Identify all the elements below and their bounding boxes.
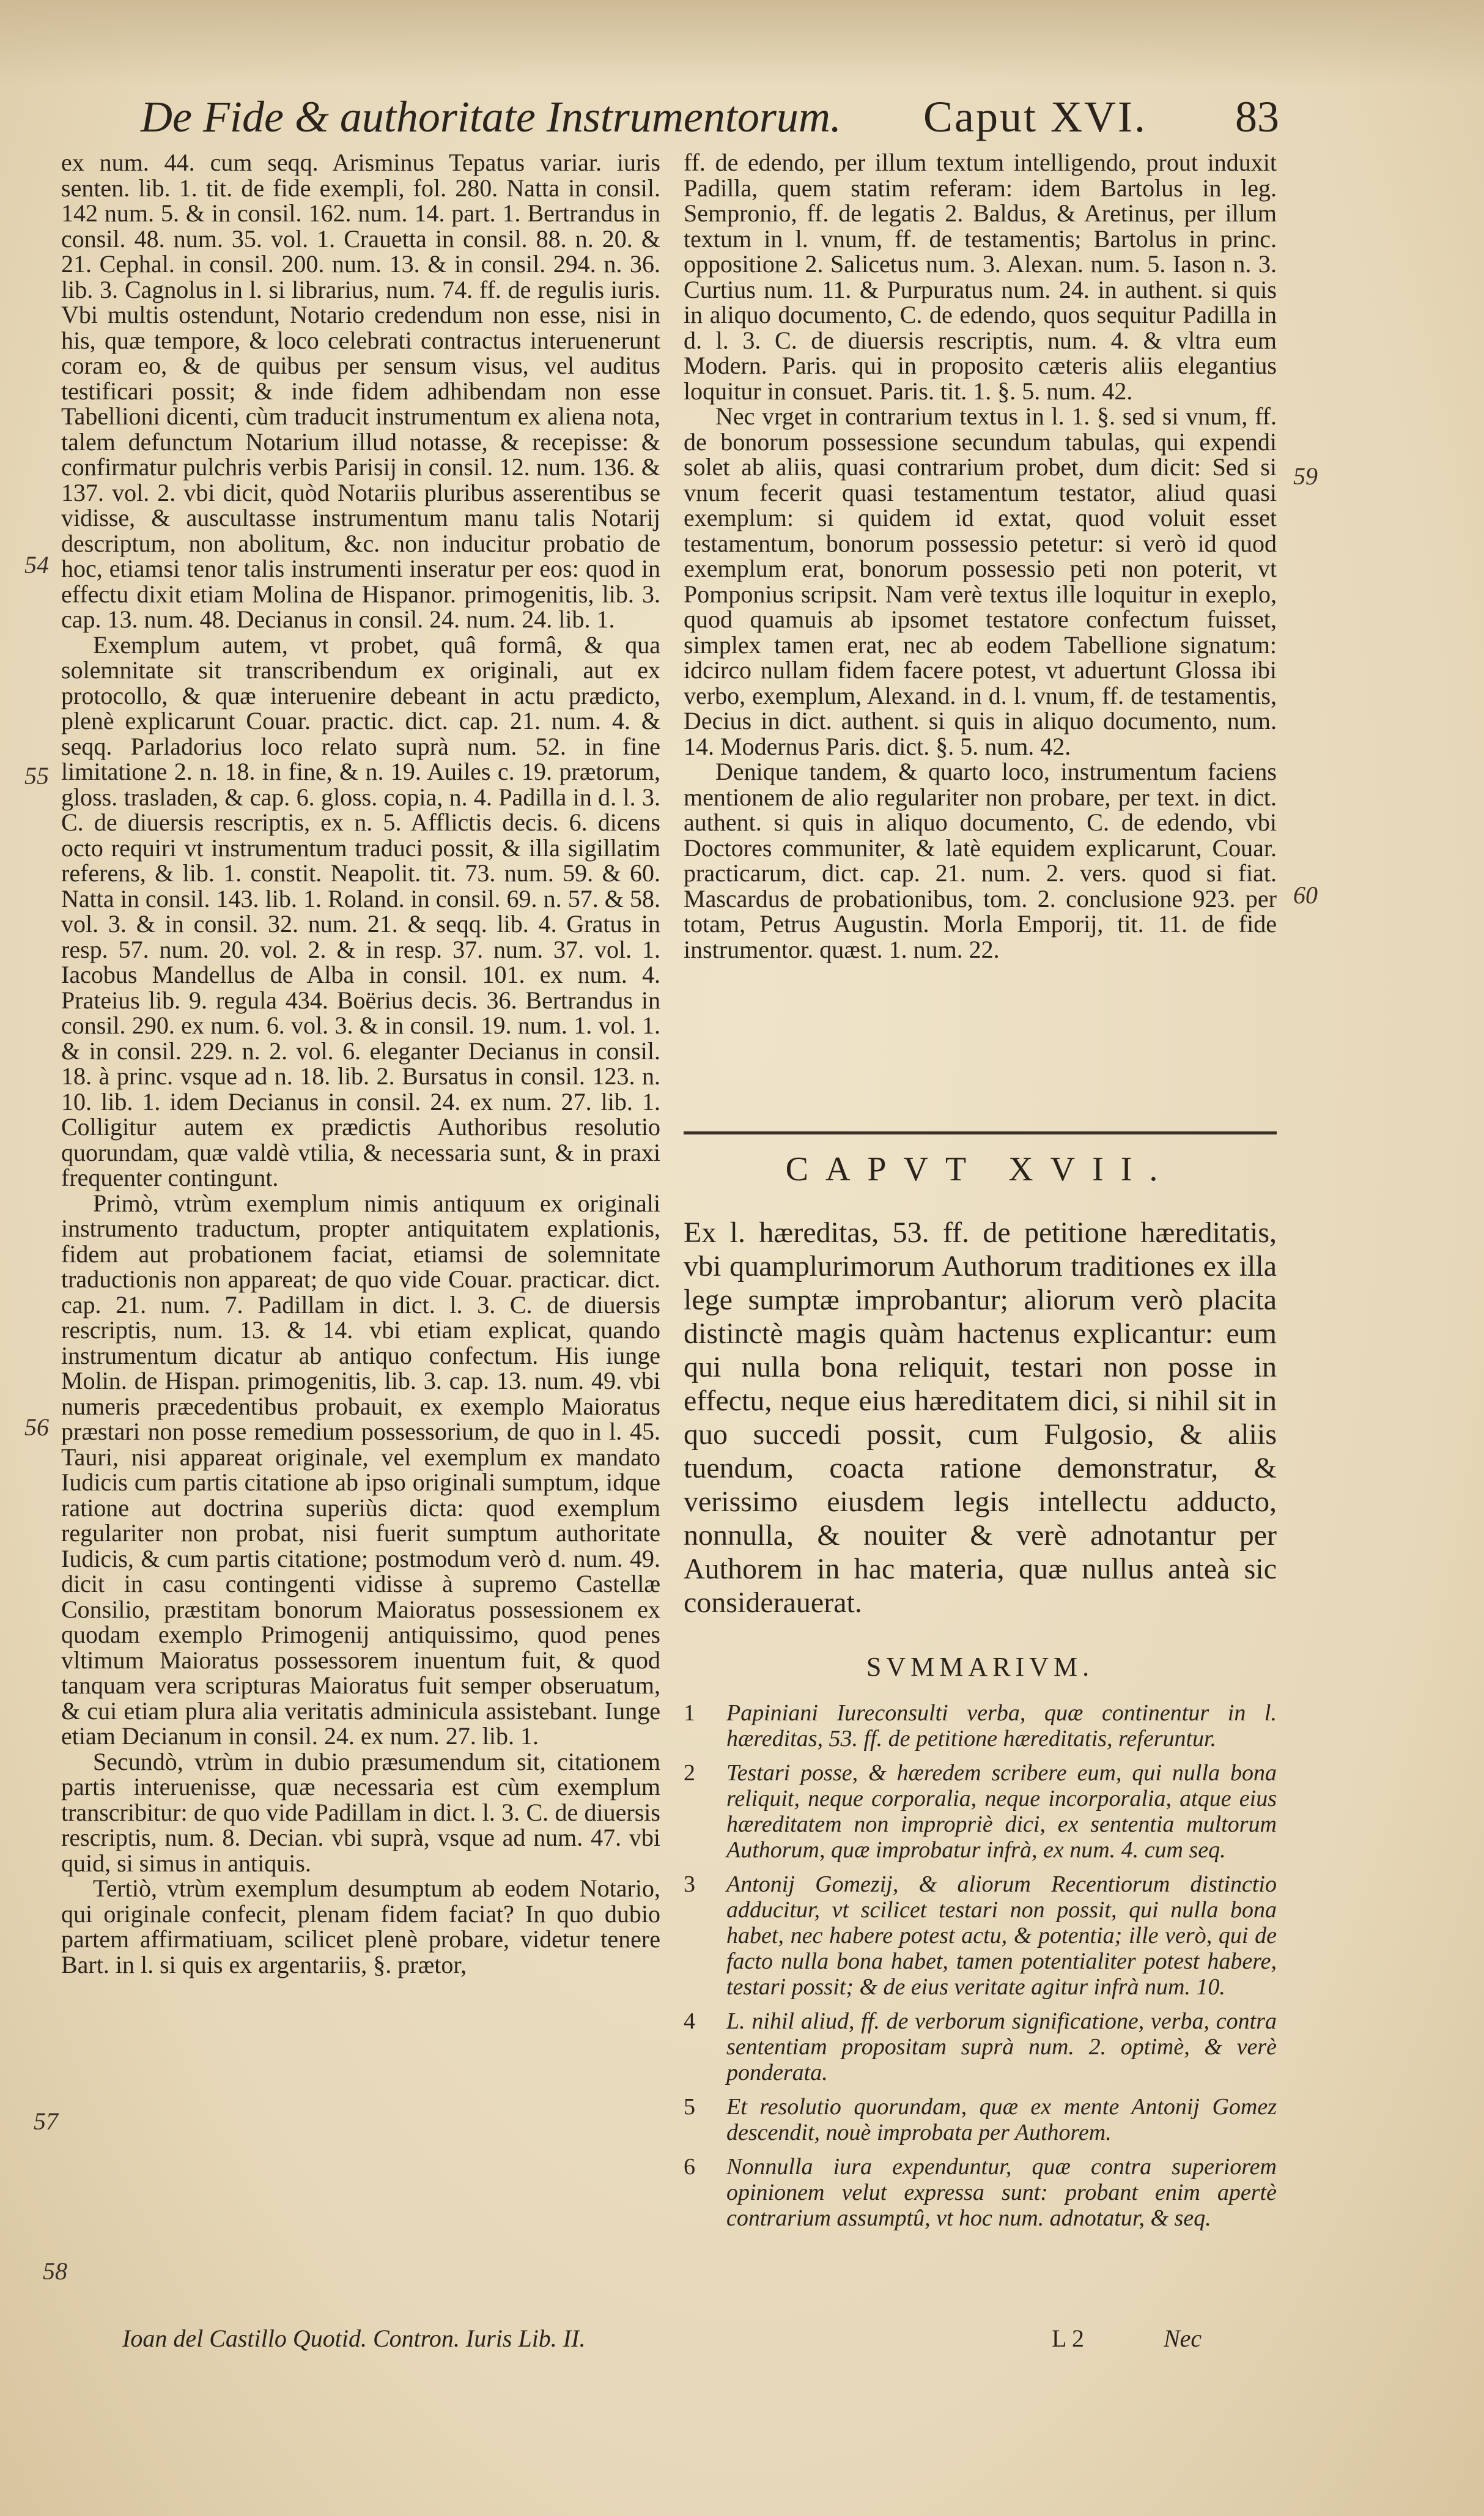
summary-heading: SVMMARIVM. xyxy=(866,1652,1095,1682)
right-column xyxy=(684,150,1277,962)
left-paragraph: Exemplum autem, vt probet, quâ formâ, & qua solemnitate sit transcribendum ex originali, aut ex protocollo, & quæ interuenire debeant in actu prædicto, plenè explicarunt Couar. practic. dict. cap. 21. num. 4. & seqq. Parladorius loco relato suprà num. 52. in fine limitatione 2. n. 18. in fine, & n. 19. Auiles c. 19. prætorum, gloss. trasladen, & cap. 6. gloss. copia, n. 4. Padilla in d. l. 3. C. de diuersis rescriptis, ex n. 5. Afflictis decis. 6. dicens octo requiri vt instrumentum traduci possit, & illa sigillatim referens, & lib. 1. constit. Neapolit. tit. 73. num. 59. & 60. Natta in consil. 143. lib. 1. Roland. in consil. 69. n. 57. & 58. vol. 3. & in consil. 32. num. 21. & seqq. lib. 4. Gratus in resp. 57. num. 20. vol. 2. & in resp. 37. num. 37. vol. 1. Iacobus Mandellus de Alba in consil. 101. ex num. 4. Prateius lib. 9. regula 434. Boërius decis. 36. Bertrandus in consil. 290. ex num. 6. vol. 3. & in consil. 19. num. 1. vol. 1. & in consil. 229. n. 2. vol. 6. eleganter Decianus in consil. 18. à princ. vsque ad n. 18. lib. 2. Bursatus in consil. 123. n. 10. lib. 1. idem Decianus in consil. 24. ex num. 27. lib. 1. Colligitur autem ex prædictis Authoribus resolutio quorundam, quæ valdè vtilia, & necessaria sunt, & in praxi frequenter contingunt. xyxy=(61,631,660,1191)
right-paragraph: Nec vrget in contrarium textus in l. 1. §. sed si vnum, ff. de bonorum possessione secundum tabulas, qui expendi solet ab aliis, quasi contrarium probet, dum dicit: Sed si vnum fecerit quasi testamentum testator, aliud quasi exemplum: si quidem id extat, quod voluit esset testamentum, bonorum possessio petetur: si verò id quod exemplum erat, bonorum possessio peti non poterit, vt Pomponius scripsit. Nam verè textus ille loquitur in exeplo, quod quamuis ab ipsomet testatore confectum fuisset, simplex tamen erat, nec ab eodem Tabellione signatum: idcirco nullam fidem facere potest, vt aduertunt Glossa ibi verbo, exemplum, Alexand. in d. l. vnum, ff. de testamentis, Decius in dict. authent. si quis in aliquo documento, num. 14. Modernus Paris. dict. §. 5. num. 42. xyxy=(684,402,1277,760)
summary-item-number: 4 xyxy=(684,2008,695,2034)
left-paragraph: Primò, vtrùm exemplum nimis antiquum ex originali instrumento traductum, propter antiquitatem explationis, fidem aut probationem faciat, etiamsi de solemnitate traductionis non appareat; de quo vide Couar. practicar. dict. cap. 21. num. 7. Padillam in dict. l. 3. C. de diuersis rescriptis, num. 13. & 14. vbi etiam explicat, quando instrumentum dicatur ab antiquo confectum. His iunge Molin. de Hispan. primogenitis, lib. 3. cap. 13. num. 49. vbi numeris præcedentibus probauit, ex exemplo Maioratus præstari non posse remedium possessorium, de quo in l. 45. Tauri, nisi appareat originale, vel exemplum ex mandato Iudicis cum partis citatione ab ipso originali sumptum, idque ratione aut doctrina superiùs dicta: quod exemplum regulariter non probat, nisi fuerit sumptum authoritate Iudicis, & cum partis citatione; postmodum verò d. num. 49. dicit in casu contingenti vidisse à supremo Castellæ Consilio, præstitam bonorum Maioratus possessionem ex quodam exemplo Primogenij antiquissimo, quod penes vltimum Maioratus possessorem inuentum fuit, & quod tanquam vera scripturas Maioratus fuit semper obseruatum, & cui etiam plura alia veritatis adminicula assistebant. Iunge etiam Decianum in consil. 24. ex num. 27. lib. 1. xyxy=(61,1189,660,1750)
header-chapter: Caput XVI. xyxy=(923,92,1147,141)
summary-item-text: L. nihil aliud, ff. de verborum significatione, verba, contra sententiam propositam suprà num. 2. optimè, & verè ponderata. xyxy=(726,2008,1277,2085)
margin-number: 54 xyxy=(24,551,49,579)
summary-item-text: Testari posse, & hæredem scribere eum, qui nulla bona reliquit, neque corporalia, neque incorporalia, atque eius hæreditatem non impropriè dici, ex sententia multorum Authorum, quæ improbatur infrà, ex num. 4. cum seq. xyxy=(726,1760,1277,1863)
footer-signature-block xyxy=(1052,2324,1202,2353)
page-number: 83 xyxy=(1235,92,1279,141)
left-paragraph: Secundò, vtrùm in dubio præsumendum sit, citationem partis interuenisse, quæ necessaria est cùm exemplum transcribitur: de quo vide Padillam in dict. l. 3. C. de diuersis rescriptis, num. 8. Decian. vbi suprà, vsque ad num. 47. vbi quid, si simus in antiquis. xyxy=(61,1747,660,1877)
running-header xyxy=(141,86,1364,153)
summary-item-text: Antonij Gomezij, & aliorum Recentiorum distinctio adducitur, vt scilicet testari non possit, qui nulla bona habet, nec habere potest actu, & potentia; ille verò, qui de facto nulla bona habet, tamen potentialiter potest habere, testari possit; & de eius veritate agitur infrà num. 10. xyxy=(726,1871,1277,2000)
running-footer-title: Ioan del Castillo Quotid. Contron. Iuris Lib. II. xyxy=(122,2325,586,2352)
margin-number: 58 xyxy=(43,2257,67,2285)
summary-item xyxy=(684,1871,1277,2000)
page-top-shadow xyxy=(0,0,1484,86)
catchword: Nec xyxy=(1163,2325,1202,2352)
margin-number: 57 xyxy=(34,2107,58,2135)
left-column xyxy=(61,150,660,1977)
summary-item-number: 6 xyxy=(684,2154,695,2180)
summary-item xyxy=(684,2094,1277,2145)
summary-item-number: 3 xyxy=(684,1871,695,1897)
summary-item-number: 1 xyxy=(684,1700,695,1726)
summary-item-text: Papiniani Iureconsulti verba, quæ continentur in l. hæreditas, 53. ff. de petitione hæreditatis, referuntur. xyxy=(726,1700,1277,1752)
chapter-divider-rule xyxy=(684,1131,1277,1134)
summary-item xyxy=(684,2008,1277,2085)
summary-list xyxy=(684,1700,1277,2240)
summary-item xyxy=(684,1760,1277,1863)
margin-number: 55 xyxy=(24,762,49,790)
left-paragraph: ex num. 44. cum seqq. Arisminus Tepatus variar. iuris senten. lib. 1. tit. de fide exempli, fol. 280. Natta in consil. 142 num. 5. & in consil. 162. num. 14. part. 1. Bertrandus in consil. 48. num. 35. vol. 1. Crauetta in consil. 88. n. 20. & 21. Cephal. in consil. 200. num. 13. & in consil. 294. n. 36. lib. 3. Cagnolus in l. si librarius, num. 74. ff. de regulis iuris. Vbi multis ostendunt, Notario credendum non esse, nisi in his, quæ tempore, & loco celebrati contractus interuenerunt coram eo, & de quibus per sensum visus, vel auditus testificari possit; & inde fidem adhibendam non esse Tabellioni dicenti, cùm traducit instrumentum ex aliena nota, talem defunctum Notarium illud notasse, & recepisse: & confirmatur pulchris verbis Parisij in consil. 12. num. 136. & 137. vol. 2. vbi dicit, quòd Notariis pluribus asserentibus se vidisse, & auscultasse instrumentum manu talis Notarij descriptum, non abolitum, &c. non inducitur probatio de hoc, etiamsi tenor talis instrumenti inseratur per eos: quod in effectu dixit etiam Molina de Hispanor. primogenitis, lib. 3. cap. 13. num. 48. Decianus in consil. 24. num. 24. lib. 1. xyxy=(61,149,660,633)
chapter-argument: Ex l. hæreditas, 53. ff. de petitione hæreditatis, vbi quamplurimorum Authorum traditiones ex illa lege sumptæ improbantur; aliorum verò placita distinctè magis quàm hactenus explicantur: eum qui nulla bona reliquit, testari non posse in effectu, neque eius hæreditatem dici, si nihil sit in quo succedi possit, cum Fulgosio, & aliis tuendum, coacta ratione demonstratur, & verissimo eiusdem legis intellectu adducto, nonnulla, & nouiter & verè adnotantur per Authorem in hac materia, quæ nullus anteà sic considerauerat. xyxy=(684,1216,1277,1619)
chapter-heading: CAPVT XVII. xyxy=(785,1150,1175,1188)
left-paragraph: Tertiò, vtrùm exemplum desumptum ab eodem Notario, qui originale confecit, plenam fidem faciat? In quo dubio partem affirmatiuam, scilicet plenè probare, videtur tenere Bart. in l. si quis ex argentariis, §. prætor, xyxy=(61,1874,660,1978)
summary-item-number: 5 xyxy=(684,2094,695,2120)
margin-number: 59 xyxy=(1293,462,1318,490)
summary-item-text: Et resolutio quorundam, quæ ex mente Antonij Gomez descendit, nouè improbata per Authorem. xyxy=(726,2094,1277,2145)
right-paragraph: Denique tandem, & quarto loco, instrumentum faciens mentionem de alio regulariter non probare, per text. in dict. authent. si quis in aliquo documento, C. de edendo, vbi Doctores communiter, & latè equidem explicarunt, Couar. practicarum, dict. cap. 21. num. 2. vers. quod si fiat. Mascardus de probationibus, tom. 2. conclusione 923. per totam, Petrus Augustin. Morla Emporij, tit. 11. de fide instrumentor. quæst. 1. num. 22. xyxy=(684,758,1277,963)
printer-signature: L 2 xyxy=(1052,2325,1084,2352)
summary-item xyxy=(684,2154,1277,2231)
margin-number: 60 xyxy=(1293,881,1318,909)
summary-item-text: Nonnulla iura expenduntur, quæ contra superiorem opinionem velut expressa sunt: probant enim apertè contrarium assumptû, vt hoc num. adnotatur, & seq. xyxy=(726,2154,1277,2231)
right-paragraph: ff. de edendo, per illum textum intelligendo, prout induxit Padilla, quem statim referam: idem Bartolus in leg. Sempronio, ff. de legatis 2. Baldus, & Aretinus, per illum textum in l. vnum, ff. de testamentis; Bartolus in princ. oppositione 2. Salicetus num. 3. Alexan. num. 5. Iason n. 3. Curtius num. 11. & Purpuratus num. 24. in authent. si quis in aliquo documento, C. de edendo, quos sequitur Padilla in d. l. 3. C. de diuersis rescriptis, num. 4. & vltra eum Modern. Paris. qui in proposito cæteris aliis elegantius loquitur in consuet. Paris. tit. 1. §. 5. num. 42. xyxy=(684,149,1277,405)
header-title: De Fide & authoritate Instrumentorum. xyxy=(141,92,841,141)
summary-item xyxy=(684,1700,1277,1752)
margin-number: 56 xyxy=(24,1413,49,1441)
summary-item-number: 2 xyxy=(684,1760,695,1786)
